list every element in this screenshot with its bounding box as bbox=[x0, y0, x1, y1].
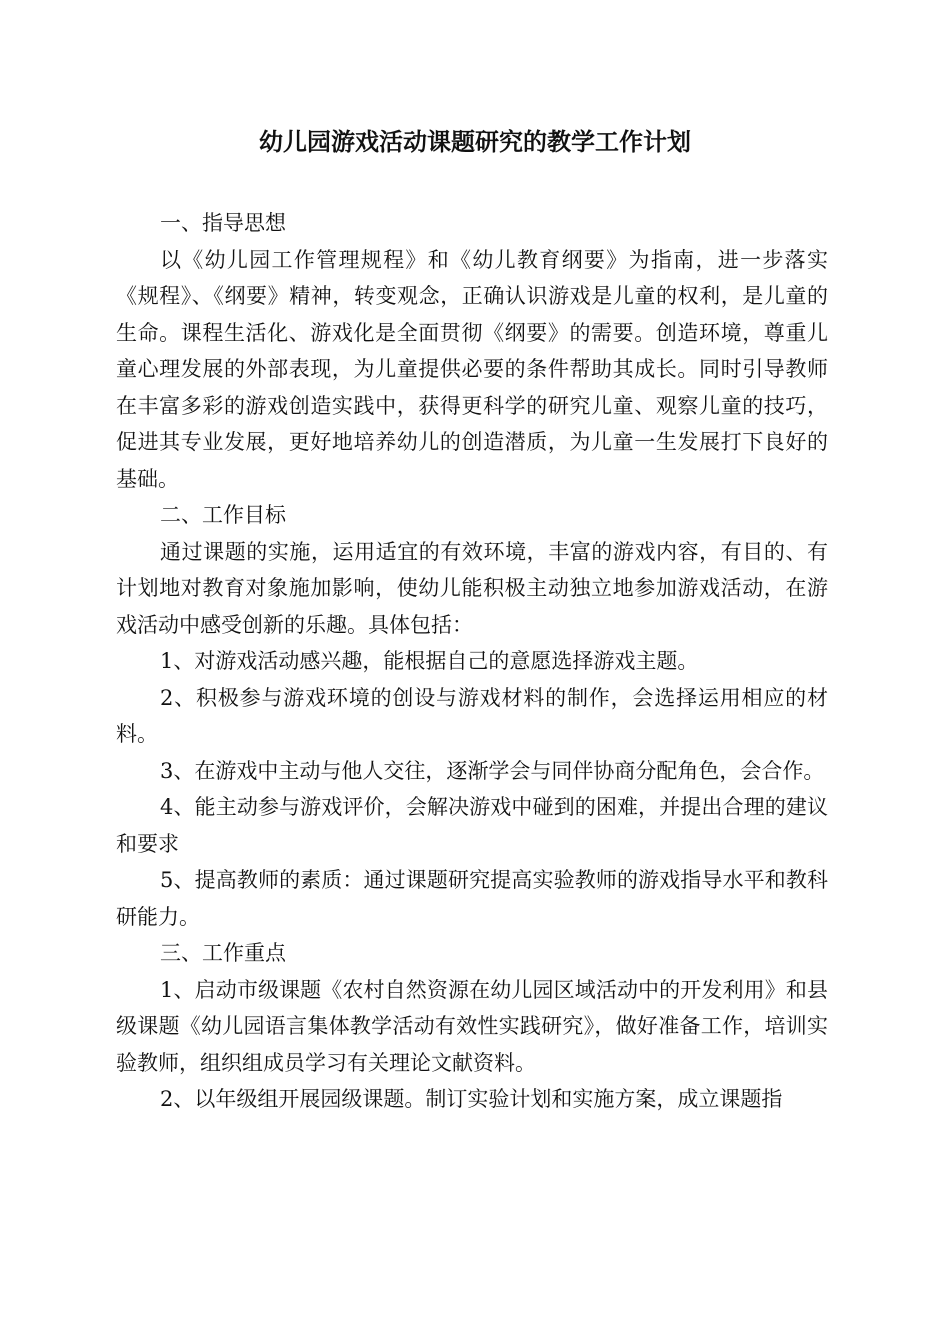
paragraph-guiding-ideology: 以《幼儿园工作管理规程》和《幼儿教育纲要》为指南，进一步落实《规程》、《纲要》精神，转变观念，正确认识游戏是儿童的权利，是儿童的生命。课程生活化、游戏化是全面贯彻《纲要》的需要。创造环境，尊重儿童心理发展的外部表现，为儿童提供必要的条件帮助其成长。同时引导教师在丰富多彩的游戏创造实践中，获得更科学的研究儿童、观察儿童的技巧，促进其专业发展，更好地培养幼儿的创造潜质，为儿童一生发展打下良好的基础。 bbox=[116, 247, 828, 491]
list-item-goal-4: 4、能主动参与游戏评价，会解决游戏中碰到的困难，并提出合理的建议和要求 bbox=[116, 795, 828, 856]
list-item-goal-2: 2、积极参与游戏环境的创设与游戏材料的制作，会选择运用相应的材料。 bbox=[116, 685, 828, 746]
list-item-focus-1: 1、启动市级课题《农村自然资源在幼儿园区域活动中的开发利用》和县级课题《幼儿园语言集体教学活动有效性实践研究》，做好准备工作，培训实验教师，组织组成员学习有关理论文献资料。 bbox=[116, 977, 828, 1075]
list-item-goal-1: 1、对游戏活动感兴趣，能根据自己的意愿选择游戏主题。 bbox=[160, 649, 699, 673]
section-heading-guiding-ideology: 一、指导思想 bbox=[160, 211, 286, 235]
list-item-goal-3: 3、在游戏中主动与他人交往，逐渐学会与同伴协商分配角色，会合作。 bbox=[160, 758, 825, 783]
list-item-goal-5: 5、提高教师的素质：通过课题研究提高实验教师的游戏指导水平和教科研能力。 bbox=[116, 868, 828, 929]
section-heading-work-focus: 三、工作重点 bbox=[160, 941, 286, 965]
document-title: 幼儿园游戏活动课题研究的教学工作计划 bbox=[259, 127, 691, 156]
section-heading-work-goals: 二、工作目标 bbox=[160, 503, 286, 527]
document-body bbox=[116, 205, 828, 1118]
list-item-focus-2: 2、以年级组开展园级课题。制订实验计划和实施方案，成立课题指 bbox=[160, 1087, 783, 1111]
paragraph-work-goals-intro: 通过课题的实施，运用适宜的有效环境，丰富的游戏内容，有目的、有计划地对教育对象施加影响，使幼儿能积极主动独立地参加游戏活动，在游戏活动中感受创新的乐趣。具体包括： bbox=[116, 539, 828, 637]
